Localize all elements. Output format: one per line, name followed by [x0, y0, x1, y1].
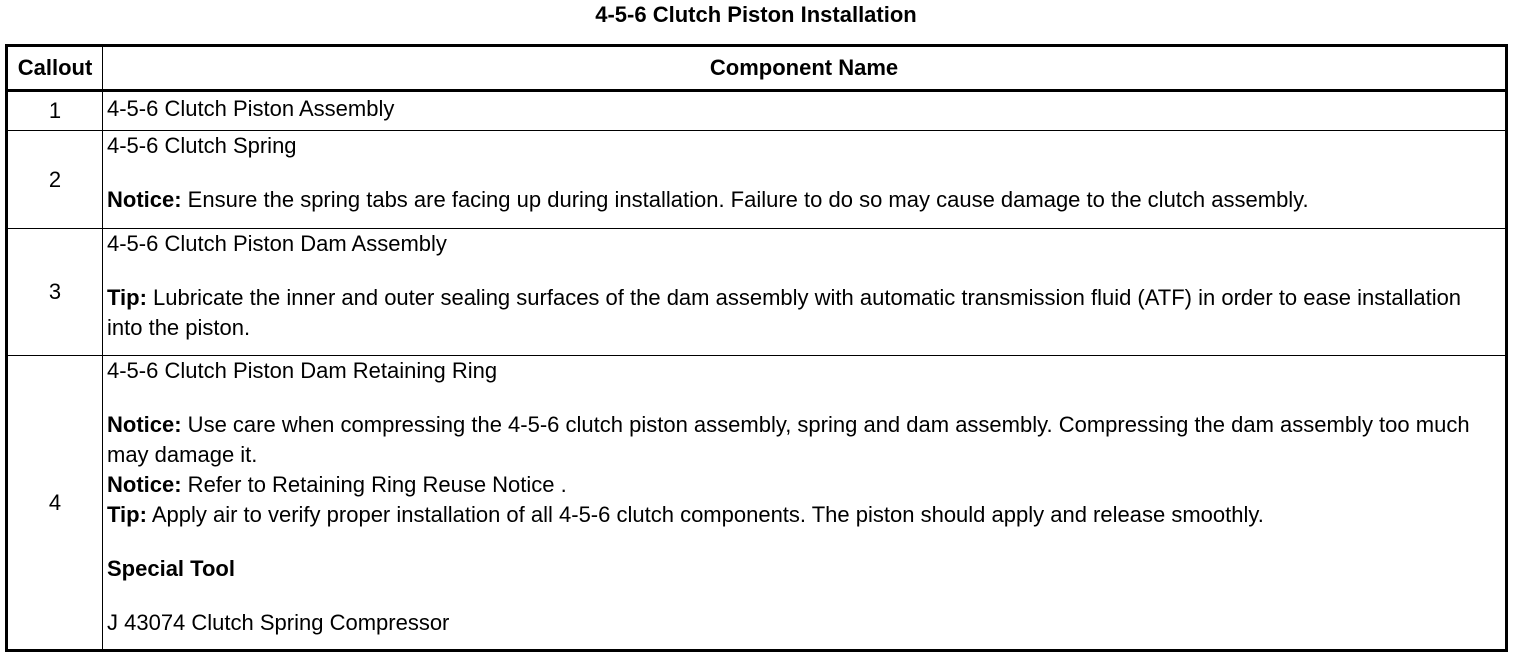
- callout-number: 3: [7, 229, 103, 356]
- callout-column-header: Callout: [7, 46, 103, 91]
- note-label: Notice:: [107, 472, 182, 497]
- note-text: Ensure the spring tabs are facing up during installation. Failure to do so may cause damage to the clutch assembly.: [181, 187, 1309, 212]
- component-name: 4-5-6 Clutch Spring: [107, 133, 297, 158]
- notice-note: [107, 185, 1501, 215]
- table-row: [7, 131, 1507, 229]
- component-name: 4-5-6 Clutch Piston Dam Assembly: [107, 231, 447, 256]
- note-label: Notice:: [107, 187, 182, 212]
- component-name-column-header: Component Name: [103, 46, 1507, 91]
- component-table: [5, 44, 1508, 652]
- tip-note: [107, 500, 1501, 530]
- component-cell: [103, 229, 1507, 356]
- note-text: Refer to Retaining Ring Reuse Notice .: [181, 472, 567, 497]
- notice-note: [107, 410, 1501, 470]
- note-label: Notice:: [107, 412, 182, 437]
- tip-note: [107, 283, 1501, 343]
- table-row: [7, 229, 1507, 356]
- table-row: [7, 356, 1507, 651]
- note-text: Lubricate the inner and outer sealing surfaces of the dam assembly with automatic transmission fluid (ATF) in order to ease installation into the piston.: [107, 285, 1462, 340]
- note-label: Tip:: [107, 502, 147, 527]
- note-text: Use care when compressing the 4-5-6 clutch piston assembly, spring and dam assembly. Compressing the dam assembly too much may damage it.: [107, 412, 1470, 467]
- component-cell: [103, 131, 1507, 229]
- callout-number: 1: [7, 91, 103, 131]
- component-name: 4-5-6 Clutch Piston Assembly: [107, 96, 395, 121]
- note-label: Tip:: [107, 285, 147, 310]
- callout-number: 4: [7, 356, 103, 651]
- component-cell: [103, 356, 1507, 651]
- page-title: 4-5-6 Clutch Piston Installation: [595, 2, 917, 27]
- special-tool-heading: Special Tool: [107, 556, 235, 581]
- notice-note: [107, 470, 1501, 500]
- callout-number: 2: [7, 131, 103, 229]
- special-tool-name: J 43074 Clutch Spring Compressor: [107, 610, 450, 635]
- note-text: Apply air to verify proper installation of all 4-5-6 clutch components. The piston should apply and release smoothly.: [146, 502, 1264, 527]
- component-name: 4-5-6 Clutch Piston Dam Retaining Ring: [107, 358, 498, 383]
- table-header-row: [7, 46, 1507, 91]
- component-cell: [103, 91, 1507, 131]
- table-row: [7, 91, 1507, 131]
